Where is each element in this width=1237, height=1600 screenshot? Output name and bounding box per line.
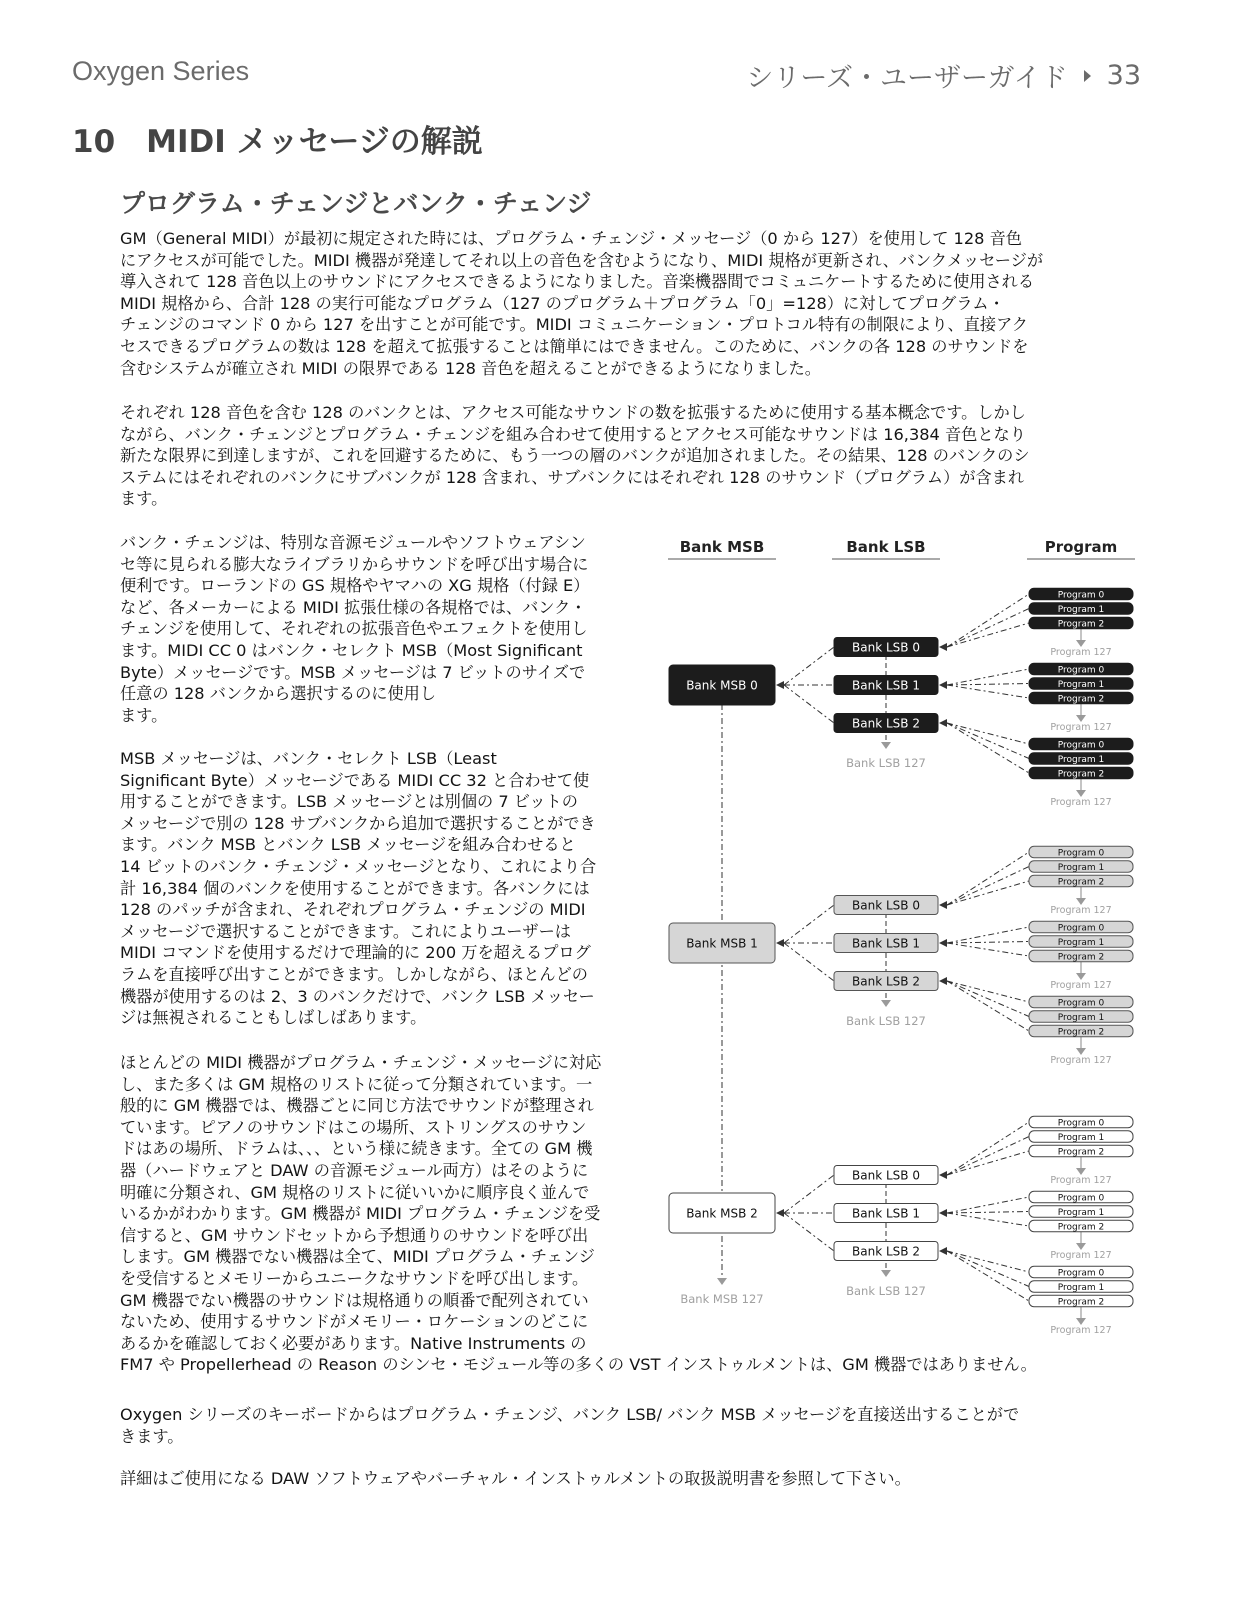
program-more-label: Program 127 — [1050, 797, 1112, 808]
program-label: Program 1 — [1057, 937, 1105, 948]
bank-msb-more-label: Bank MSB 127 — [680, 1292, 764, 1306]
subsection-title: プログラム・チェンジとバンク・チェンジ — [120, 189, 592, 218]
paragraph-line: セ等に見られる膨大なライブラリからサウンドを呼び出す場合に — [120, 554, 589, 574]
program-more-label: Program 127 — [1050, 905, 1112, 916]
lsb-program-connector — [947, 684, 1029, 686]
section-title: 10 MIDI メッセージの解説 — [72, 124, 483, 160]
paragraph-line: など、各メーカーによる MIDI 拡張仕様の各規格では、バンク・ — [120, 597, 587, 617]
bank-lsb-more-label: Bank LSB 127 — [846, 1284, 926, 1298]
header-right — [746, 56, 1141, 95]
paragraph-line: 機器が使用するのは 2、3 のバンクだけで、バンク LSB メッセー — [120, 986, 595, 1006]
paragraph-line: 器（ハードウェアと DAW の音源モジュール両方）はそのように — [120, 1160, 589, 1180]
program-more-label: Program 127 — [1050, 980, 1112, 991]
paragraph-7 — [120, 1468, 911, 1490]
lsb-program-connector — [947, 623, 1029, 647]
program-label: Program 2 — [1057, 1297, 1105, 1308]
paragraph-1 — [120, 228, 1043, 379]
paragraph-line: 詳細はご使用になる DAW ソフトウェアやバーチャル・インストゥルメントの取扱説明書を参照して下さい。 — [120, 1469, 911, 1488]
paragraph-line: ます。MIDI CC 0 はバンク・セレクト MSB（Most Significant — [120, 640, 583, 660]
bank-lsb-label: Bank LSB 2 — [852, 1244, 920, 1259]
lsb-program-connector — [947, 1197, 1029, 1213]
lsb-program-connector — [947, 594, 1029, 647]
paragraph-line: メッセージで別の 128 サブバンクから追加で選択することができ — [120, 813, 596, 833]
lsb-program-connector — [947, 1212, 1029, 1214]
paragraph-line: を受信するとメモリーからユニークなサウンドを呼び出します。 — [120, 1268, 589, 1288]
triangle-right-icon — [1084, 70, 1091, 82]
paragraph-line: 信すると、GM サウンドセットから予想通りのサウンドを呼び出 — [120, 1225, 589, 1245]
program-label: Program 2 — [1057, 769, 1105, 780]
program-label: Program 2 — [1057, 694, 1105, 705]
msb-lsb-connector — [784, 647, 834, 685]
arrow-down-icon — [1076, 790, 1086, 797]
program-label: Program 0 — [1057, 740, 1105, 751]
arrow-left-icon — [939, 681, 947, 689]
msb-lsb-connector — [784, 943, 834, 981]
lsb-program-connector — [947, 723, 1029, 773]
arrow-left-icon — [776, 939, 784, 947]
column-header: Program — [1044, 538, 1118, 556]
lsb-program-connector — [947, 1137, 1029, 1176]
arrow-down-icon — [881, 1270, 891, 1277]
bank-lsb-label: Bank LSB 2 — [852, 716, 920, 731]
program-label: Program 0 — [1057, 1193, 1105, 1204]
lsb-program-connector — [947, 1213, 1029, 1226]
column-header: Bank LSB — [846, 538, 926, 556]
page-number: 33 — [1106, 60, 1141, 91]
arrow-left-icon — [939, 939, 947, 947]
paragraph-line: 14 ビットのバンク・チェンジ・メッセージとなり、これにより合 — [120, 856, 597, 876]
program-label: Program 0 — [1057, 848, 1105, 859]
program-more-label: Program 127 — [1050, 647, 1112, 658]
arrow-left-icon — [939, 1209, 947, 1217]
lsb-program-connector — [947, 669, 1029, 685]
program-label: Program 2 — [1057, 1027, 1105, 1038]
program-label: Program 0 — [1057, 998, 1105, 1009]
lsb-program-connector — [947, 609, 1029, 648]
paragraph-line: きます。 — [120, 1426, 184, 1446]
program-label: Program 0 — [1057, 665, 1105, 676]
program-label: Program 2 — [1057, 952, 1105, 963]
program-more-label: Program 127 — [1050, 1055, 1112, 1066]
msb-lsb-connector — [784, 1175, 834, 1213]
header-guide-title: シリーズ・ユーザーガイド — [746, 63, 1068, 94]
paragraph-6 — [120, 1404, 1019, 1447]
paragraph-line: ます。バンク MSB とバンク LSB メッセージを組み合わせると — [120, 835, 576, 855]
arrow-left-icon — [939, 977, 947, 985]
paragraph-line: メッセージで選択することができます。これによりユーザーは — [120, 921, 571, 941]
program-label: Program 2 — [1057, 1147, 1105, 1158]
paragraph-3 — [120, 532, 589, 726]
paragraph-line: 任意の 128 バンクから選択するのに使用し — [120, 684, 437, 704]
arrow-down-icon — [717, 1278, 727, 1285]
msb-lsb-connector — [784, 1213, 834, 1251]
paragraph-line: 導入されて 128 音色以上のサウンドにアクセスできるようになりました。音楽機器間でコミュニケートするために使用される — [120, 272, 1035, 292]
bank-msb-label: Bank MSB 0 — [686, 678, 758, 693]
arrow-left-icon — [939, 643, 947, 651]
program-more-label: Program 127 — [1050, 1175, 1112, 1186]
bank-msb-label: Bank MSB 1 — [686, 936, 758, 951]
paragraph-line: ています。ピアノのサウンドはこの場所、ストリングスのサウン — [120, 1117, 587, 1137]
paragraph-line: Oxygen シリーズのキーボードからはプログラム・チェンジ、バンク LSB/ バンク MSB メッセージを直接送出することがで — [120, 1405, 1020, 1424]
lsb-program-connector — [947, 943, 1029, 956]
bank-msb-label: Bank MSB 2 — [686, 1206, 758, 1221]
program-label: Program 0 — [1057, 590, 1105, 601]
paragraph-line: MIDI 規格から、合計 128 の実行可能なプログラム（127 のプログラム＋プログラム「0」=128）に対してプログラム・ — [120, 293, 1005, 313]
msb-lsb-connector — [784, 905, 834, 943]
arrow-down-icon — [1076, 1048, 1086, 1055]
lsb-program-connector — [947, 881, 1029, 905]
paragraph-line: ながら、バンク・チェンジとプログラム・チェンジを組み合わせて使用するとアクセス可能なサウンドは 16,384 音色となり — [120, 424, 1026, 444]
paragraph-line: Significant Byte）メッセージである MIDI CC 32 と合わせて使 — [120, 770, 590, 790]
paragraph-line: ラムを直接呼び出すことができます。しかしながら、ほとんどの — [120, 964, 588, 984]
arrow-down-icon — [1076, 898, 1086, 905]
arrow-left-icon — [939, 901, 947, 909]
paragraph-line: ないため、使用するサウンドがメモリー・ロケーションのどこに — [120, 1312, 589, 1332]
msb-lsb-connector — [784, 685, 834, 723]
paragraph-line: 128 のパッチが含まれ、それぞれプログラム・チェンジの MIDI — [120, 900, 586, 920]
arrow-down-icon — [1076, 1243, 1086, 1250]
arrow-down-icon — [881, 742, 891, 749]
program-label: Program 1 — [1057, 604, 1105, 615]
paragraph-line: ます。 — [120, 489, 168, 509]
paragraph-2 — [120, 402, 1030, 510]
bank-lsb-label: Bank LSB 0 — [852, 1168, 920, 1183]
paragraph-4 — [120, 748, 596, 1029]
paragraph-line: MSB メッセージは、バンク・セレクト LSB（Least — [120, 749, 497, 768]
arrow-down-icon — [1076, 1318, 1086, 1325]
arrow-down-icon — [1076, 640, 1086, 647]
paragraph-line: ジは無視されることもしばしばあります。 — [120, 1008, 427, 1028]
program-more-label: Program 127 — [1050, 1325, 1112, 1336]
paragraph-line: ほとんどの MIDI 機器がプログラム・チェンジ・メッセージに対応 — [120, 1053, 602, 1072]
bank-lsb-more-label: Bank LSB 127 — [846, 756, 926, 770]
lsb-program-connector — [947, 867, 1029, 906]
paragraph-line: セスできるプログラムの数は 128 を超えて拡張することは簡単にはできません。このために、バンクの各 128 のサウンドを — [120, 336, 1029, 356]
paragraph-line: 般的に GM 機器では、機器ごとに同じ方法でサウンドが整理され — [120, 1096, 594, 1116]
program-label: Program 1 — [1057, 862, 1105, 873]
paragraph-line: あるかを確認しておく必要があります。Native Instruments の — [120, 1333, 587, 1353]
arrow-left-icon — [939, 1171, 947, 1179]
arrow-down-icon — [1076, 973, 1086, 980]
bank-lsb-label: Bank LSB 1 — [852, 678, 920, 693]
lsb-program-connector — [947, 927, 1029, 943]
paragraph-line: Byte）メッセージです。MSB メッセージは 7 ビットのサイズで — [120, 662, 586, 682]
program-label: Program 0 — [1057, 923, 1105, 934]
bank-lsb-label: Bank LSB 2 — [852, 974, 920, 989]
bank-lsb-label: Bank LSB 0 — [852, 898, 920, 913]
arrow-left-icon — [939, 1247, 947, 1255]
program-label: Program 1 — [1057, 1012, 1105, 1023]
paragraph-line: FM7 や Propellerhead の Reason のシンセ・モジュール等の多くの VST インストゥルメントは、GM 機器ではありません。 — [120, 1355, 1037, 1375]
bank-program-diagram — [660, 530, 1160, 1350]
program-label: Program 2 — [1057, 1222, 1105, 1233]
paragraph-line: 含むシステムが確立され MIDI の限界である 128 音色を超えることができるようになりました。 — [120, 358, 821, 378]
paragraph-line: ドはあの場所、ドラムは、、、という様に続きます。全ての GM 機 — [120, 1139, 593, 1159]
header-series-title: Oxygen Series — [72, 56, 250, 86]
program-label: Program 1 — [1057, 1132, 1105, 1143]
paragraph-line: し、また多くは GM 規格のリストに従って分類されています。一 — [120, 1074, 593, 1094]
program-label: Program 0 — [1057, 1118, 1105, 1129]
lsb-program-connector — [947, 852, 1029, 905]
bank-lsb-label: Bank LSB 1 — [852, 936, 920, 951]
lsb-program-connector — [947, 1151, 1029, 1175]
arrow-down-icon — [881, 1000, 891, 1007]
arrow-down-icon — [1076, 1168, 1086, 1175]
paragraph-line: GM（General MIDI）が最初に規定された時には、プログラム・チェンジ・メッセージ（0 から 127）を使用して 128 音色 — [120, 229, 1022, 248]
paragraph-line: 用することができます。LSB メッセージとは別個の 7 ビットの — [120, 792, 578, 812]
lsb-program-connector — [947, 942, 1029, 944]
paragraph-line: チェンジを使用して、それぞれの拡張音色やエフェクトを使用し — [120, 619, 588, 639]
paragraph-line: それぞれ 128 音色を含む 128 のバンクとは、アクセス可能なサウンドの数を拡張するために使用する基本概念です。しかし — [120, 403, 1026, 422]
lsb-program-connector — [947, 981, 1029, 1031]
paragraph-line: GM 機器でない機器のサウンドは規格通りの順番で配列されてい — [120, 1290, 589, 1310]
program-label: Program 1 — [1057, 1282, 1105, 1293]
column-header: Bank MSB — [679, 538, 765, 556]
paragraph-line: バンク・チェンジは、特別な音源モジュールやソフトウェアシン — [120, 533, 586, 552]
paragraph-line: チェンジのコマンド 0 から 127 を出すことが可能です。MIDI コミュニケーション・プロトコル特有の制限により、直接アク — [120, 315, 1028, 335]
lsb-program-connector — [947, 1251, 1029, 1301]
program-label: Program 1 — [1057, 754, 1105, 765]
program-label: Program 1 — [1057, 1207, 1105, 1218]
paragraph-line: 新たな限界に到達しますが、これを回避するために、もう一つの層のバンクが追加されました。その結果、128 のバンクのシ — [120, 446, 1030, 466]
arrow-left-icon — [776, 681, 784, 689]
paragraph-line: いるかがわかります。GM 機器が MIDI プログラム・チェンジを受 — [120, 1204, 601, 1224]
program-label: Program 2 — [1057, 877, 1105, 888]
lsb-program-connector — [947, 685, 1029, 698]
arrow-left-icon — [939, 719, 947, 727]
paragraph-line: MIDI コマンドを使用するだけで理論的に 200 万を超えるプログ — [120, 943, 591, 963]
arrow-down-icon — [1076, 715, 1086, 722]
paragraph-line: ステムにはそれぞれのバンクにサブバンクが 128 含まれ、サブバンクにはそれぞれ 128 のサウンド（プログラム）が含まれ — [120, 467, 1025, 487]
program-more-label: Program 127 — [1050, 1250, 1112, 1261]
paragraph-line: 計 16,384 個のバンクを使用することができます。各バンクには — [120, 878, 590, 898]
arrow-left-icon — [776, 1209, 784, 1217]
program-label: Program 2 — [1057, 619, 1105, 630]
paragraph-line: ます。 — [120, 705, 168, 725]
program-label: Program 1 — [1057, 679, 1105, 690]
paragraph-line: 便利です。ローランドの GS 規格やヤマハの XG 規格（付録 E） — [120, 576, 590, 596]
paragraph-line: します。GM 機器でない機器は全て、MIDI プログラム・チェンジ — [120, 1247, 595, 1267]
paragraph-line: 明確に分類され、GM 規格のリストに従いいかに順序良く並んで — [120, 1182, 590, 1202]
paragraph-line: にアクセスが可能でした。MIDI 機器が発達してそれ以上の音色を含むようになり、MIDI 規格が更新され、バンクメッセージが — [120, 250, 1044, 270]
lsb-program-connector — [947, 1122, 1029, 1175]
program-more-label: Program 127 — [1050, 722, 1112, 733]
bank-lsb-label: Bank LSB 0 — [852, 640, 920, 655]
program-label: Program 0 — [1057, 1268, 1105, 1279]
bank-lsb-label: Bank LSB 1 — [852, 1206, 920, 1221]
bank-lsb-more-label: Bank LSB 127 — [846, 1014, 926, 1028]
